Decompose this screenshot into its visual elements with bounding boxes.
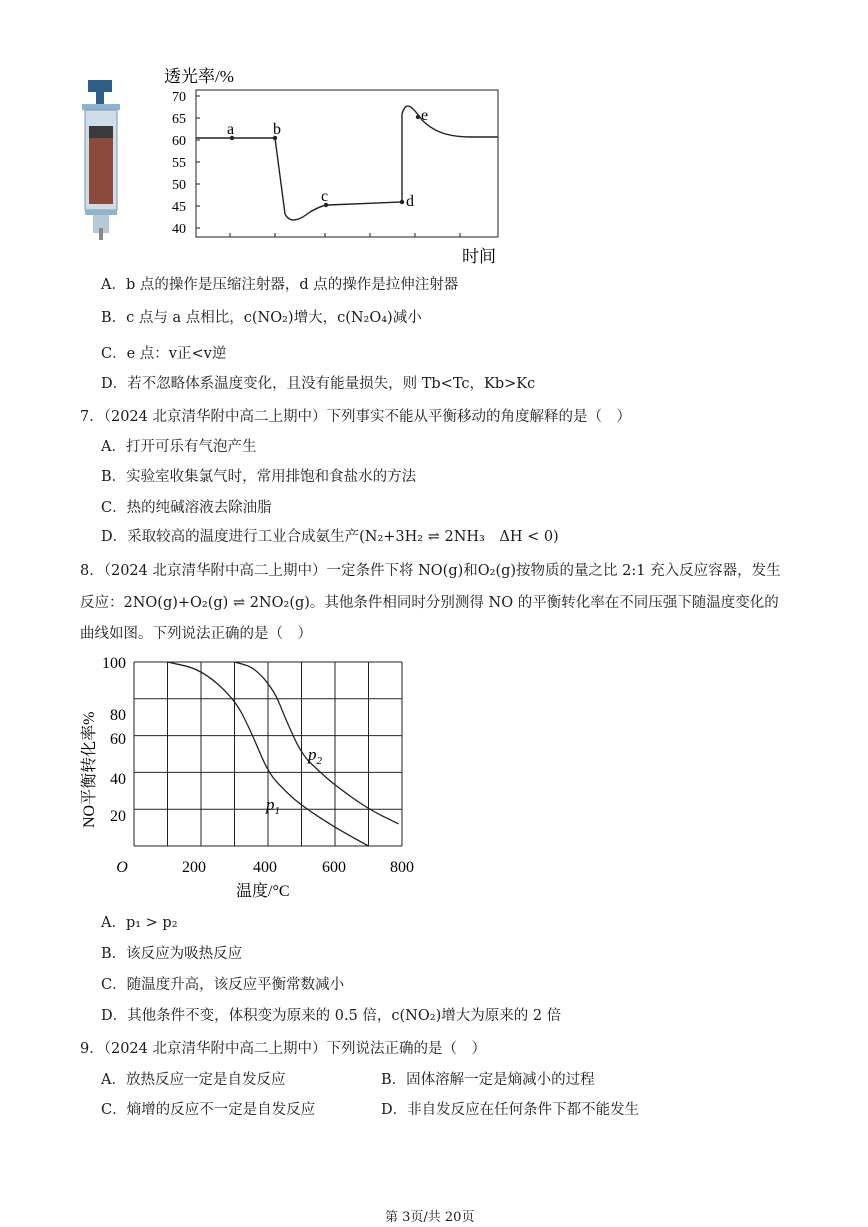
svg-text:40: 40 — [172, 222, 186, 237]
q8-option-d: D．其他条件不变，体积变为原来的 0.5 倍，c(NO₂)增大为原来的 2 倍 — [101, 1008, 562, 1024]
xtick-800: 800 — [390, 859, 414, 876]
chart-grid — [134, 662, 402, 846]
q9-option-d: D．非自发反应在任何条件下都不能发生 — [381, 1102, 640, 1118]
label-b: b — [273, 121, 281, 138]
svg-text:55: 55 — [172, 156, 186, 171]
q8-option-b: B．该反应为吸热反应 — [101, 946, 243, 962]
svg-text:45: 45 — [172, 200, 186, 215]
q9-option-b: B．固体溶解一定是熵减小的过程 — [381, 1072, 595, 1088]
point-d — [400, 200, 404, 204]
label-e: e — [421, 107, 429, 124]
ytick-80: 80 — [110, 707, 126, 724]
q7-option-c: C．热的纯碱溶液去除油脂 — [101, 500, 272, 516]
ytick-40: 40 — [110, 771, 126, 788]
label-d: d — [406, 193, 414, 210]
page-footer: 第 3页/共 20页 — [385, 1210, 475, 1225]
q7-option-a: A．打开可乐有气泡产生 — [101, 439, 257, 455]
chart-xlabel: 温度/°C — [236, 883, 290, 900]
point-e — [416, 115, 420, 119]
q8-option-c: C．随温度升高，该反应平衡常数减小 — [101, 977, 345, 993]
label-a: a — [227, 121, 235, 138]
svg-text:70: 70 — [172, 90, 186, 105]
transmittance-figure — [160, 62, 510, 272]
svg-text:60: 60 — [172, 134, 186, 149]
series-label-p1: $p_1$ — [266, 795, 280, 817]
xtick-200: 200 — [182, 859, 206, 876]
q7-option-d: D．采取较高的温度进行工业合成氨生产(N₂+3H₂ ⇌ 2NH₃ ΔH < 0) — [101, 529, 559, 545]
q7-stem: 7．（2024 北京清华附中高二上期中）下列事实不能从平衡移动的角度解释的是（ ） — [80, 409, 631, 425]
svg-text:50: 50 — [172, 178, 186, 193]
q7-option-b: B．实验室收集氯气时，常用排饱和食盐水的方法 — [101, 469, 417, 485]
q6-option-b: B．c 点与 a 点相比，c(NO₂)增大，c(N₂O₄)减小 — [101, 310, 422, 326]
q8-stem-line1: 8．（2024 北京清华附中高二上期中）一定条件下将 NO(g)和O₂(g)按物质的量之比 2:1 充入反应容器，发生 — [80, 563, 781, 579]
chart-ylabel: NO平衡转化率% — [81, 711, 98, 828]
label-c: c — [321, 188, 329, 205]
q9-option-c: C．熵增的反应不一定是自发反应 — [101, 1102, 316, 1118]
transmittance-curve — [196, 106, 498, 220]
q8-stem-line2: 反应：2NO(g)+O₂(g) ⇌ 2NO₂(g)。其他条件相同时分别测得 NO 的平衡转化率在不同压强下随温度变化的 — [80, 595, 779, 611]
xtick-origin: O — [116, 859, 128, 876]
xtick-400: 400 — [253, 859, 277, 876]
series-line-p2 — [235, 662, 399, 824]
q6-option-c: C．e 点：v正<v逆 — [101, 346, 227, 362]
svg-text:65: 65 — [172, 112, 186, 127]
conversion-chart — [76, 650, 426, 902]
ytick-60: 60 — [110, 731, 126, 748]
syringe-illustration — [78, 78, 126, 240]
xtick-600: 600 — [322, 859, 346, 876]
ytick-100: 100 — [102, 655, 126, 672]
q9-stem: 9．（2024 北京清华附中高二上期中）下列说法正确的是（ ） — [80, 1041, 486, 1057]
chart-series — [168, 662, 399, 846]
series-label-p2: $p_2$ — [308, 745, 322, 767]
q6-option-a: A．b 点的操作是压缩注射器，d 点的操作是拉伸注射器 — [101, 277, 459, 293]
figure1-ylabel: 透光率/% — [164, 67, 234, 86]
q8-option-a: A．p₁ > p₂ — [101, 915, 178, 931]
figure1-yticks — [172, 90, 186, 237]
q8-stem-line3: 曲线如图。下列说法正确的是（ ） — [80, 626, 312, 642]
ytick-20: 20 — [110, 808, 126, 825]
q9-option-a: A．放热反应一定是自发反应 — [101, 1072, 286, 1088]
q6-option-d: D．若不忽略体系温度变化，且没有能量损失，则 Tb<Tc，Kb>Kc — [101, 376, 536, 392]
figure1-xlabel: 时间 — [462, 247, 496, 266]
